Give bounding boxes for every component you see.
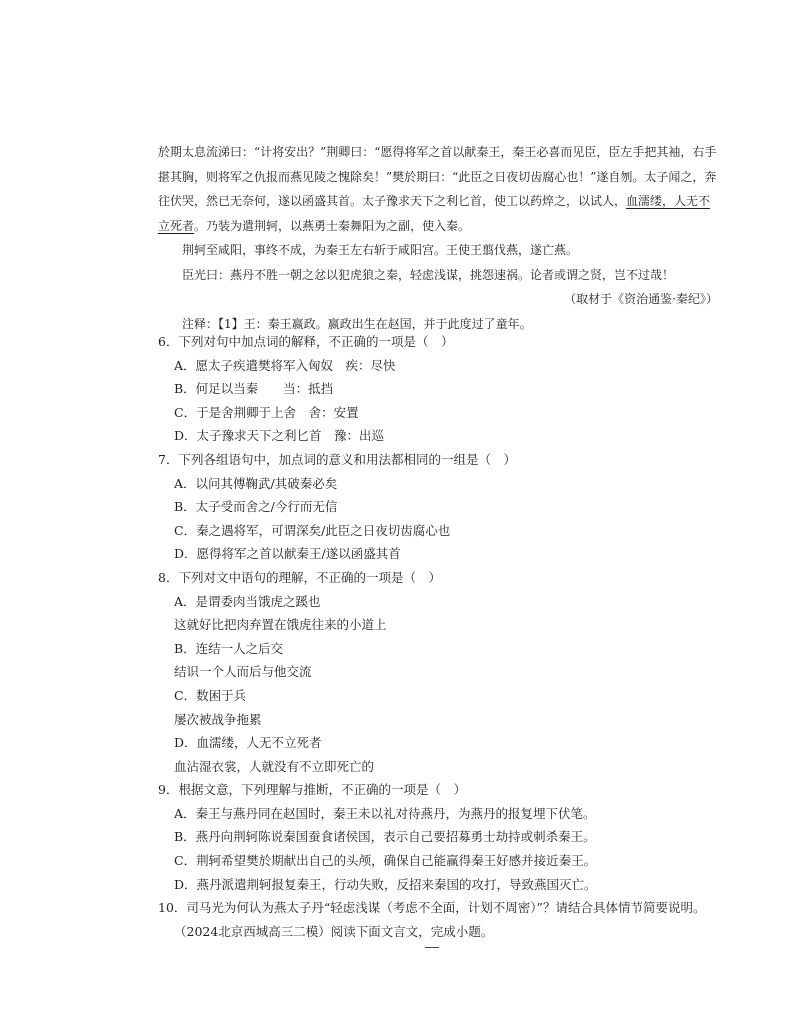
question-stem: 8．下列对文中语句的理解，不正确的一项是（ ） bbox=[158, 569, 441, 585]
option-item: B．连结一人之后交 bbox=[174, 640, 284, 656]
question-stem: 6．下列对句中加点词的解释，不正确的一项是（ ） bbox=[158, 334, 454, 349]
option-translation: 屡次被战争拖累 bbox=[174, 711, 262, 727]
option-translation: 血沾湿衣裳，人就没有不立即死亡的 bbox=[174, 758, 375, 774]
underlined-sentence: 立死者 bbox=[158, 218, 195, 233]
option-translation: 这就好比把肉弃置在饿虎往来的小道上 bbox=[174, 617, 387, 633]
option-item: A．是谓委肉当饿虎之蹊也 bbox=[174, 593, 321, 609]
option-item: D．太子豫求天下之利匕首 豫：出巡 bbox=[174, 428, 385, 444]
question-stem: 7．下列各组语句中，加点词的意义和用法都相同的一组是（ ） bbox=[158, 451, 516, 467]
classical-passage bbox=[158, 140, 718, 336]
option-item: A．愿太子疾遣樊将军入匈奴 疾：尽快 bbox=[174, 357, 396, 373]
option-item: C．秦之遇将军，可谓深矣/此臣之日夜切齿腐心也 bbox=[174, 522, 451, 538]
option-item: B．燕丹向荆轲陈说秦国蚕食诸侯国，表示自己要招募勇士劫持或刺杀秦王。 bbox=[174, 829, 596, 845]
option-item: B．何足以当秦 当：抵挡 bbox=[174, 381, 334, 397]
question-stem: 10．司马光为何认为燕太子丹“轻虑浅谋（考虑不全面，计划不周密）”？请结合具体情节简要说明。 bbox=[158, 900, 706, 916]
passage-line: 往伏哭，然已无奈何，遂以函盛其首。太子豫求天下之利匕首，使工以药焠之，以试人，血濡缕，人无不 bbox=[158, 194, 711, 208]
option-item: D．愿得将军之首以献秦王/遂以函盛其首 bbox=[174, 546, 401, 562]
question-list bbox=[158, 330, 718, 943]
option-item: D．燕丹派遣荆轲报复秦王，行动失败，反招来秦国的攻打，导致燕国灭亡。 bbox=[174, 876, 597, 892]
underlined-sentence: 血濡缕，人无不 bbox=[626, 194, 711, 208]
source-citation: （取材于《资治通鉴·秦纪》） bbox=[564, 292, 718, 306]
option-item: D．血濡缕，人无不立死者 bbox=[174, 735, 322, 751]
passage-line: 於期太息流涕曰：“计将安出？”荆卿曰：“愿得将军之首以献秦王，秦王必喜而见臣，臣左手把其袖，右手 bbox=[158, 145, 717, 159]
passage-paragraph: 荆轲至咸阳，事终不成，为秦王左右斩于咸阳宫。王使王翦伐燕，遂亡燕。 bbox=[182, 243, 579, 257]
option-item: C．于是舍荆卿于上舍 舍：安置 bbox=[174, 404, 359, 420]
option-item: C．数困于兵 bbox=[174, 687, 247, 703]
question-stem: 9．根据文意，下列理解与推断，不正确的一项是（ ） bbox=[158, 782, 466, 798]
option-item: B．太子受而舍之/今行而无信 bbox=[174, 499, 338, 515]
annotation-note: 注释：【1】王：秦王嬴政。嬴政出生在赵国，并于此度过了童年。 bbox=[182, 316, 532, 331]
option-item: A．以问其傅鞠武/其破秦必矣 bbox=[174, 475, 338, 491]
option-item: C．荆轲希望樊於期献出自己的头颅，确保自己能赢得秦王好感并接近秦王。 bbox=[174, 853, 597, 869]
option-translation: 结识一个人而后与他交流 bbox=[174, 664, 312, 680]
page-number-mark bbox=[425, 947, 439, 948]
next-section-intro: （2024北京西城高三二模）阅读下面文言文，完成小题。 bbox=[174, 923, 494, 939]
option-item: A．秦王与燕丹同在赵国时，秦王未以礼对待燕丹，为燕丹的报复埋下伏笔。 bbox=[174, 805, 596, 821]
passage-paragraph: 臣光曰：燕丹不胜一朝之忿以犯虎狼之秦，轻虑浅谋，挑怨速祸。论者或谓之贤，岂不过哉！ bbox=[182, 267, 675, 282]
passage-line: 揕其胸，则将军之仇报而燕见陵之愧除矣！”樊於期曰：“此臣之日夜切齿腐心也！”遂自刎。太子闻之，奔 bbox=[158, 169, 717, 184]
passage-line: 立死者。乃装为遣荆轲，以燕勇士秦舞阳为之副，使入秦。 bbox=[158, 218, 471, 233]
